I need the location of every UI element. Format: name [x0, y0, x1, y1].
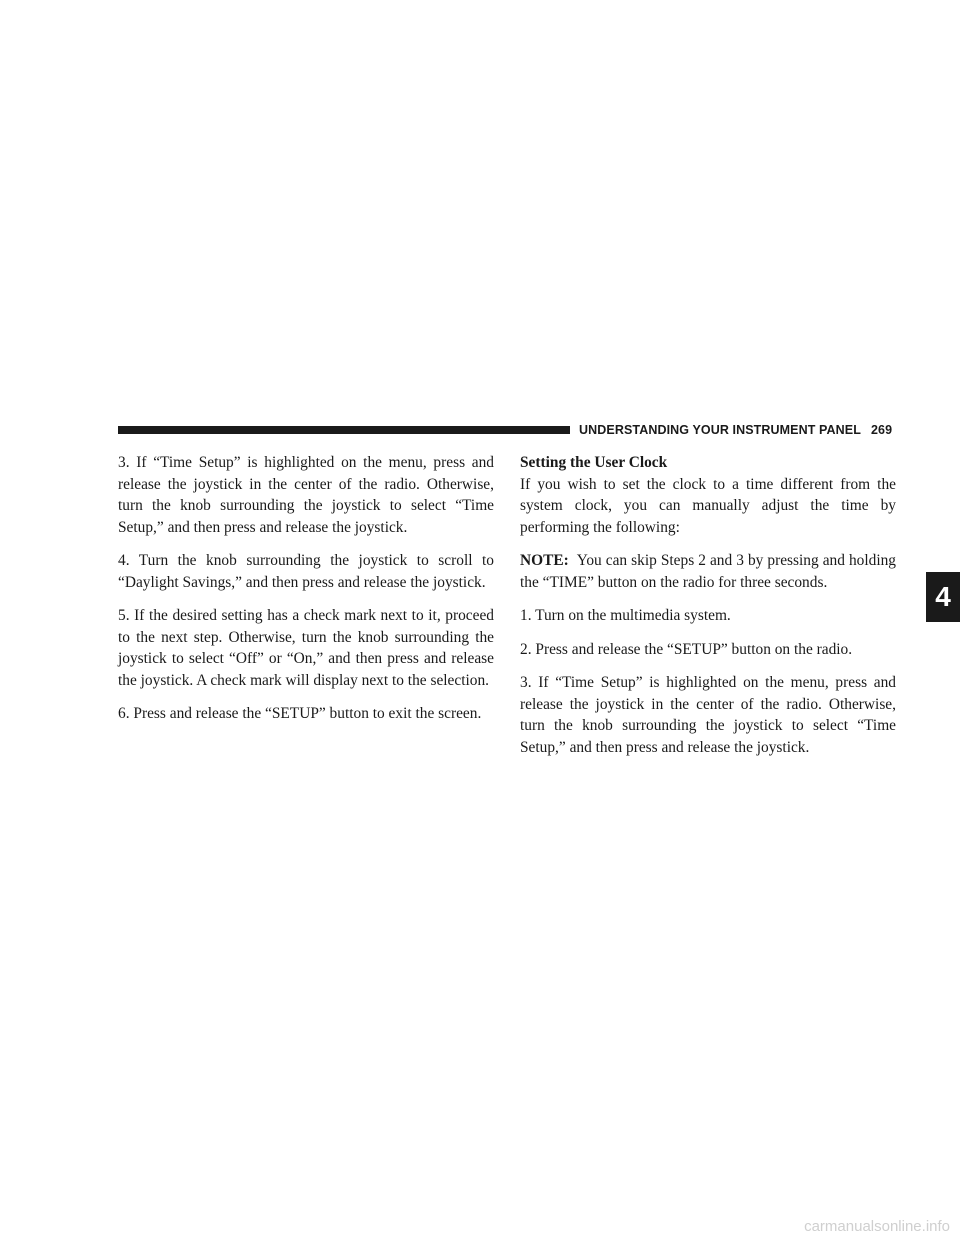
chapter-tab: 4 [926, 572, 960, 622]
step-item: 2. Press and release the “SETUP” button on the radio. [520, 640, 853, 658]
step-item: 1. Turn on the multimedia system. [520, 607, 731, 624]
note-paragraph [520, 550, 896, 593]
page-number: 269 [870, 423, 893, 437]
note-label: NOTE: [520, 552, 569, 569]
intro-paragraph: If you wish to set the clock to a time different from the system clock, you can manually adjust the time by performing the following: [520, 475, 896, 536]
paragraph: 6. Press and release the “SETUP” button to exit the screen. [118, 705, 482, 722]
watermark: carmanualsonline.info [804, 1218, 950, 1235]
paragraph: 3. If “Time Setup” is highlighted on the menu, press and release the joystick in the center of the radio. Otherwise, turn the knob surrounding the joystick to select “Time Setup,” and then press and release the joystick. [118, 454, 494, 536]
section-title: UNDERSTANDING YOUR INSTRUMENT PANEL [579, 423, 861, 437]
header-rule [118, 426, 570, 434]
section-heading: Setting the User Clock [520, 454, 668, 471]
left-column [118, 452, 494, 737]
running-header [579, 422, 892, 438]
note-text: You can skip Steps 2 and 3 by pressing and holding the “TIME” button on the radio for three seconds. [520, 552, 896, 591]
paragraph: 5. If the desired setting has a check mark next to it, proceed to the next step. Otherwise, turn the knob surrounding the joystick to select “Off” or “On,” and then press and release the joystick. A check mark will display next to the selection. [118, 607, 494, 689]
right-column [520, 452, 896, 770]
step-item: 3. If “Time Setup” is highlighted on the menu, press and release the joystick in the center of the radio. Otherwise, turn the knob surrounding the joystick to select “Time Setup,” and then press and release the joystick. [520, 674, 896, 756]
paragraph: 4. Turn the knob surrounding the joystick to scroll to “Daylight Savings,” and then press and release the joystick. [118, 552, 494, 591]
